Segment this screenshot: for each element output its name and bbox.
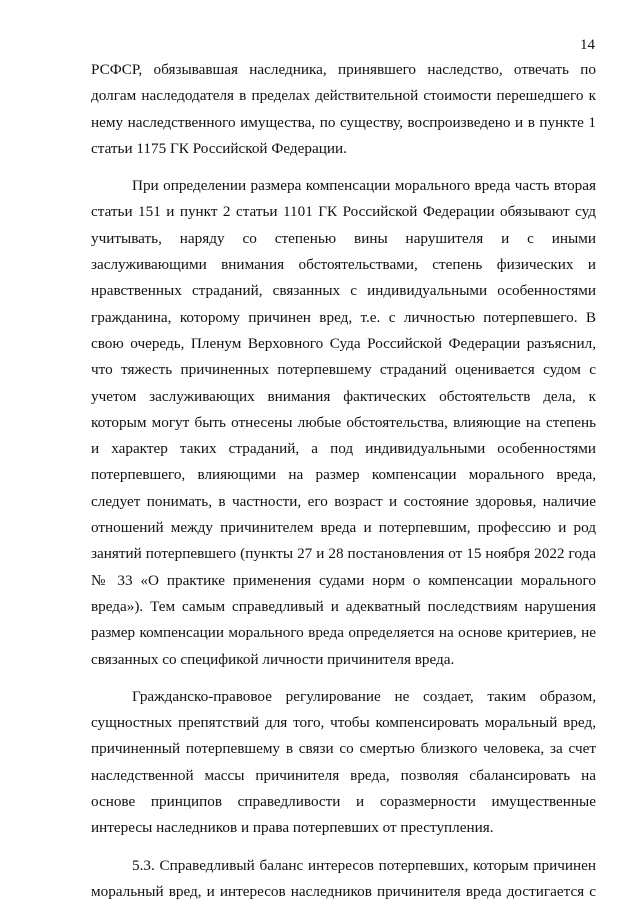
- paragraph-3: [91, 684, 596, 842]
- text-line: нравственных страданий, связанных с индивидуальными особенностями: [91, 282, 596, 300]
- document-body: [91, 57, 596, 905]
- paragraph-1: [91, 57, 596, 162]
- text-line: следует понимать, в частности, его возраст и состояние здоровья, наличие: [91, 492, 596, 510]
- text-line: и характер таких страданий, а под индивидуальными особенностями: [91, 440, 596, 458]
- text-line: вреда»). Тем самым справедливый и адекватный последствиям нарушения: [91, 597, 596, 615]
- text-line: статьи 151 и пункт 2 статьи 1101 ГК Российской Федерации обязывают суд: [91, 203, 596, 221]
- text-line: Гражданско-правовое регулирование не создает, таким образом,: [132, 687, 596, 705]
- paragraph-2: [91, 173, 596, 673]
- text-line: 5.3. Справедливый баланс интересов потерпевших, которым причинен: [132, 856, 596, 874]
- text-line: причиненный потерпевшему в связи со смертью близкого человека, за счет: [91, 740, 596, 758]
- text-line: РСФСР, обязывавшая наследника, принявшего наследство, отвечать по: [91, 61, 596, 78]
- text-line: размер компенсации морального вреда определяется на основе критериев, не: [91, 624, 596, 642]
- text-line: сущностных препятствий для того, чтобы компенсировать моральный вред,: [91, 714, 596, 732]
- text-line: потерпевшего, влияющими на размер компенсации морального вреда,: [91, 466, 596, 484]
- text-line: интересы наследников и права потерпевших от преступления.: [91, 819, 494, 837]
- text-line: которым могут быть отнесены любые обстоятельства, влияющие на степень: [91, 413, 596, 431]
- page-number: 14: [580, 37, 595, 53]
- text-line: отношений между причинителем вреда и потерпевшим, профессию и род: [91, 519, 596, 537]
- text-line: гражданина, которому причинен вред, т.е. с личностью потерпевшего. В: [91, 308, 596, 326]
- text-line: связанных со спецификой личности причинителя вреда.: [91, 650, 455, 668]
- text-line: свою очередь, Пленум Верховного Суда Российской Федерации разъяснил,: [91, 334, 596, 352]
- text-line: занятий потерпевшего (пункты 27 и 28 постановления от 15 ноября 2022 года: [91, 545, 596, 563]
- text-line: статьи 1175 ГК Российской Федерации.: [91, 139, 347, 157]
- text-line: нему наследственного имущества, по существу, воспроизведено и в пункте 1: [91, 113, 596, 131]
- text-line: учетом заслуживающих внимания фактических обстоятельств дела, к: [91, 387, 596, 405]
- text-line: № 33 «О практике применения судами норм о компенсации морального: [91, 571, 596, 589]
- text-line: учитывать, наряду со степенью вины нарушителя и с иными: [91, 229, 596, 247]
- paragraph-4: [91, 853, 596, 905]
- text-line: моральный вред, и интересов наследников причинителя вреда достигается с: [91, 882, 596, 900]
- text-line: заслуживающими внимания обстоятельствами, степень физических и: [91, 256, 596, 274]
- text-line: долгам наследодателя в пределах действительной стоимости перешедшего к: [91, 87, 596, 105]
- text-line: что тяжесть причиненных потерпевшему страданий оценивается судом с: [91, 361, 596, 379]
- text-line: основе принципов справедливости и соразмерности имущественные: [91, 793, 596, 811]
- text-line: При определении размера компенсации морального вреда часть вторая: [132, 177, 596, 195]
- text-line: наследственной массы причинителя вреда, позволяя сбалансировать на: [91, 766, 596, 784]
